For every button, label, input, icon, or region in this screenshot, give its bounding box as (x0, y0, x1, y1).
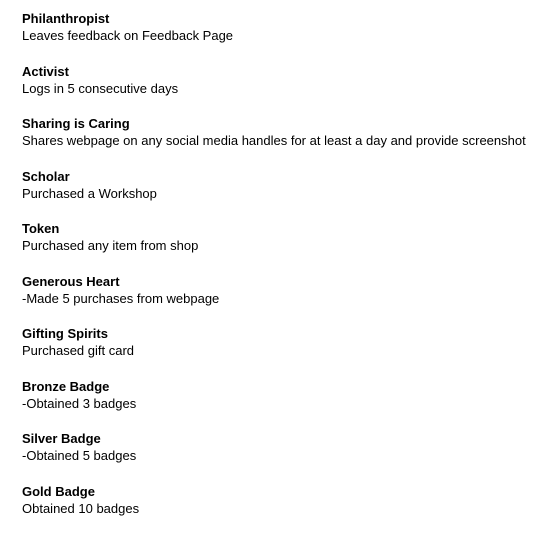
badge-title: Silver Badge (22, 431, 101, 446)
badge-title: Bronze Badge (22, 378, 110, 394)
badge-item-gifting-spirits (22, 325, 532, 378)
badge-description: Shares webpage on any social media handles for at least a day and provide screenshot (22, 133, 526, 148)
badge-item-generous-heart (22, 273, 532, 326)
badge-list (22, 10, 532, 535)
badge-description: Obtained 10 badges (22, 500, 140, 516)
badge-title: Token (22, 221, 60, 236)
badge-item-sharing-is-caring (22, 115, 532, 168)
badge-title: Scholar (22, 168, 70, 184)
badge-description: Logs in 5 consecutive days (22, 80, 179, 96)
badge-title: Activist (22, 63, 69, 79)
badge-description: -Obtained 5 badges (22, 448, 137, 463)
badge-item-activist (22, 63, 532, 116)
badge-description: Leaves feedback on Feedback Page (22, 28, 234, 43)
badge-title: Philanthropist (22, 11, 110, 26)
badge-item-silver-badge (22, 430, 532, 483)
badge-item-gold-badge (22, 483, 532, 536)
badge-item-scholar (22, 168, 532, 221)
badge-title: Gifting Spirits (22, 326, 108, 341)
badge-item-philanthropist (22, 10, 532, 63)
badge-description: -Made 5 purchases from webpage (22, 290, 220, 306)
badge-item-token (22, 220, 532, 273)
badge-description: -Obtained 3 badges (22, 395, 137, 411)
badge-title: Gold Badge (22, 483, 95, 499)
badge-title: Sharing is Caring (22, 116, 130, 131)
badge-title: Generous Heart (22, 273, 120, 289)
badge-description: Purchased a Workshop (22, 185, 157, 201)
badge-description: Purchased gift card (22, 343, 135, 358)
badge-item-bronze-badge (22, 378, 532, 431)
badge-description: Purchased any item from shop (22, 238, 199, 253)
